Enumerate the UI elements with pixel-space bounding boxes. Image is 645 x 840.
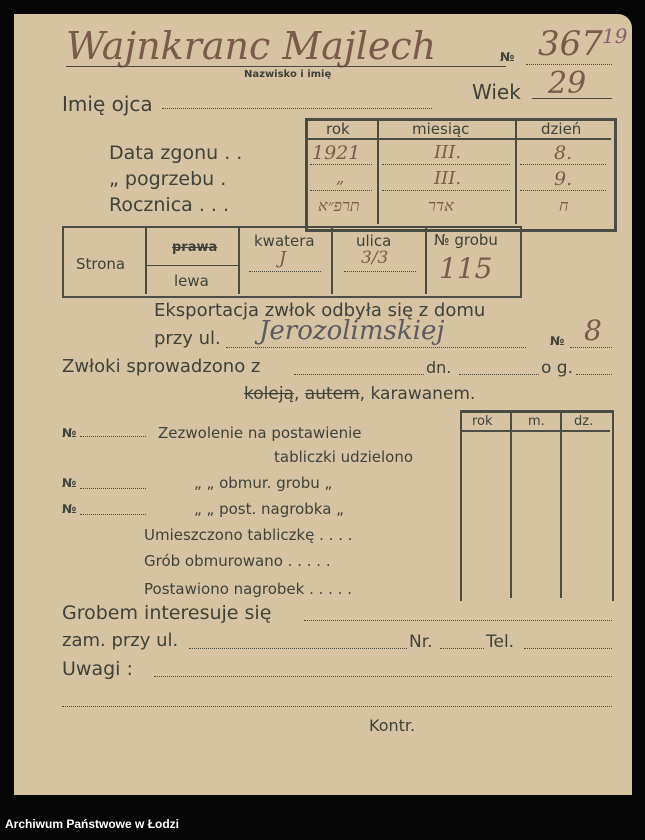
number-line: [526, 64, 612, 65]
wiek-line: [532, 98, 612, 99]
transport-options: koleją, autem, karawanem.: [244, 384, 476, 404]
divider: [515, 120, 517, 224]
grob-label: № grobu: [434, 231, 498, 249]
divider: [344, 271, 416, 272]
grobem-label: Grobem interesuje się: [62, 602, 272, 624]
divider: [425, 228, 427, 294]
header-miesiac: miesiąc: [412, 120, 470, 138]
option-koleja: koleją: [244, 384, 294, 404]
grobem-line: [304, 620, 612, 621]
zgon-miesiac: III.: [434, 142, 462, 163]
rocznica-miesiac: אדר: [428, 196, 454, 215]
rocznica-rok: תרפ״א: [318, 196, 360, 215]
row-label-pogrzeb: „ pogrzebu .: [109, 168, 227, 190]
zam-label: zam. przy ul.: [62, 630, 179, 651]
option-karawanem: karawanem.: [370, 384, 476, 404]
divider: [520, 164, 606, 165]
uwagi-line-2: [62, 706, 612, 707]
lewa-option: lewa: [174, 272, 209, 290]
burial-record-card: [14, 14, 632, 795]
pogrzeb-dzien: 9.: [554, 168, 573, 190]
pogrzeb-miesiac: III.: [434, 168, 462, 189]
divider: [80, 436, 146, 437]
divider: [331, 228, 333, 294]
ulica-value: 3/3: [361, 248, 389, 268]
divider: [147, 265, 238, 266]
rocznica-dzien: ח: [559, 196, 569, 215]
permit-no-3: №: [62, 502, 77, 516]
row-label-zgon: Data zgonu . .: [109, 142, 243, 164]
divider: [80, 488, 146, 489]
divider: [307, 138, 611, 140]
tabliczki-text: tabliczki udzielono: [274, 448, 413, 466]
zgon-rok: 1921: [312, 142, 361, 164]
name-value: Wajnkranc Majlech: [66, 24, 437, 68]
status-tabliczka: Umieszczono tabliczkę . . . .: [144, 526, 353, 544]
permit-no-1: №: [62, 426, 77, 440]
divider: [310, 164, 372, 165]
dn-label: dn.: [426, 358, 452, 377]
status-nagrobek: Postawiono nagrobek . . . . .: [144, 580, 352, 598]
divider: [249, 271, 321, 272]
nr-label: Nr.: [409, 632, 433, 652]
og-line: [576, 374, 612, 375]
obmur-text: „ „ obmur. grobu „: [194, 474, 333, 492]
option-autem: autem: [304, 384, 360, 404]
house-no-line: [570, 347, 612, 348]
divider: [80, 514, 146, 515]
zwloki-label: Zwłoki sprowadzono z: [62, 356, 261, 377]
divider: [310, 190, 372, 191]
header-rok: rok: [326, 120, 350, 138]
divider: [145, 228, 147, 294]
wiek-label: Wiek: [472, 80, 521, 104]
number-suffix: 19: [602, 24, 628, 48]
name-line: [66, 66, 506, 67]
permit-header-rok: rok: [472, 414, 493, 429]
divider: [560, 412, 562, 598]
ulica-label: ulica: [356, 232, 392, 250]
export-text: Eksportacja zwłok odbyła się z domu: [154, 300, 486, 321]
uwagi-label: Uwagi :: [62, 658, 133, 680]
header-dzien: dzień: [541, 120, 582, 138]
divider: [382, 164, 510, 165]
og-label: o g.: [541, 358, 573, 378]
divider: [510, 412, 512, 598]
row-label-rocznica: Rocznica . . .: [109, 194, 230, 216]
nr-line: [440, 648, 484, 649]
grob-value: 115: [439, 252, 493, 285]
zam-line: [189, 648, 407, 649]
number-value: 367: [538, 24, 603, 64]
zezwolenie-text: Zezwolenie na postawienie: [158, 424, 362, 442]
tel-label: Tel.: [486, 632, 515, 652]
prawa-option: prawa: [172, 240, 218, 255]
kwatera-value: J: [279, 248, 287, 269]
number-label: №: [500, 50, 515, 64]
divider: [462, 430, 610, 432]
house-no-value: 8: [584, 314, 602, 347]
street-line: [226, 347, 526, 348]
divider: [382, 190, 510, 191]
kontr-label: Kontr.: [369, 716, 416, 735]
zgon-dzien: 8.: [554, 142, 573, 164]
przy-ul-label: przy ul.: [154, 328, 221, 349]
kwatera-label: kwatera: [254, 232, 315, 250]
divider: [520, 190, 606, 191]
divider: [377, 120, 379, 224]
permit-header-dz: dz.: [574, 414, 594, 429]
status-obmurowano: Grób obmurowano . . . . .: [144, 552, 331, 570]
zwloki-line: [294, 374, 424, 375]
archive-caption: Archiwum Państwowe w Łodzi: [5, 817, 180, 831]
father-line: [162, 108, 432, 109]
pogrzeb-rok: „: [336, 168, 345, 187]
wiek-value: 29: [548, 66, 587, 101]
nagrobka-text: „ „ post. nagrobka „: [194, 500, 344, 518]
permit-header-m: m.: [528, 414, 545, 429]
street-value: Jerozolimskiej: [259, 316, 445, 346]
house-no-label: №: [550, 334, 565, 348]
tel-line: [524, 648, 612, 649]
dn-line: [459, 374, 539, 375]
name-label: Nazwisko i imię: [244, 69, 332, 80]
father-label: Imię ojca: [62, 92, 153, 116]
permits-table: [460, 410, 614, 601]
uwagi-line: [154, 676, 612, 677]
strona-label: Strona: [76, 255, 126, 273]
divider: [238, 228, 240, 294]
permit-no-2: №: [62, 476, 77, 490]
